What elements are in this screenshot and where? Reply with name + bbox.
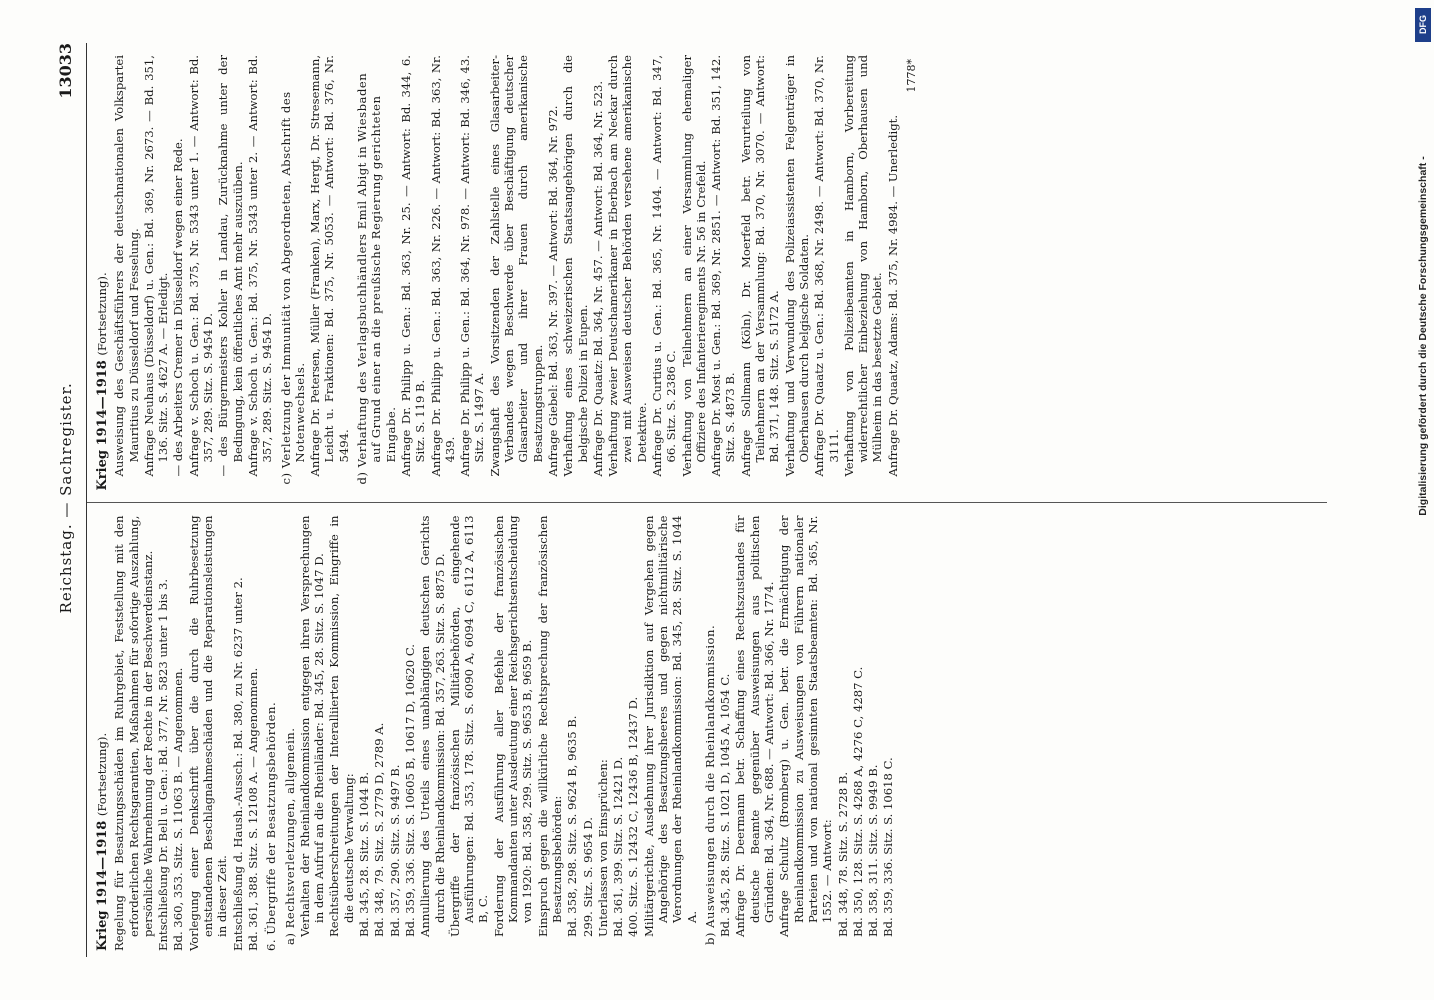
register-entry: Unterlassen von Einsprüchen: [595,759,610,937]
register-entry: Bd. 361, 399. Sitz. S. 12421 D. [611,756,626,937]
register-entry: Anfrage Neuhaus (Düsseldorf) u. Gen.: Bd. 369, Nr. 2673. — Bd. 351, 136. Sitz. S. 4627 A. — Erledigt. [141,55,171,477]
register-entry: Zwangshaft des Vorsitzenden der Zahlstelle eines Glasarbeiter-Verbandes wegen Beschwerde über Beschäftigung deutscher Glasarbeiter und ihrer Frauen durch amerikanische Besatzungstruppen. [487,55,545,477]
register-entry: Anfrage Dr. Philipp u. Gen.: Bd. 364, Nr. 978. — Antwort: Bd. 346, 43. Sitz. S. 1497 A. [458,55,487,477]
register-entry: Anfrage v. Schoch u. Gen.: Bd. 375, Nr. 5343 unter 1. — Antwort: Bd. 357, 289. Sitz. S. 9454 D. [186,55,216,477]
register-entry: Annullierung des Urteils eines unabhängigen deutschen Gerichts durch die Rheinlandkommission: Bd. 357, 263. Sitz. S. 8875 D. [418,515,447,937]
heading-a: a) Rechtsverletzungen, allgemein. [282,727,297,945]
register-entry: Verhaftung von Teilnehmern an einer Versammlung ehemaliger Offiziere des Infanterieregiments Nr. 56 in Crefeld. [679,55,708,477]
register-entry: Bd. 360, 353. Sitz. S. 11063 B. — Angenommen. [171,667,186,951]
register-entry: 299. Sitz. S. 9654 D. [580,817,595,937]
register-entry: Anfrage Sollmann (Köln), Dr. Moerfeld betr. Verurteilung von Teilnehmern an der Versammlung: Bd. 370, Nr. 3070. — Antwort: Bd. 371, 148. Sitz. S. 5172 A. [738,55,782,477]
register-entry: Verhaftung zweier Deutschamerikaner in Eberbach am Neckar durch zwei mit Ausweisen deutscher Behörden versehene amerikanische Detektive. [606,55,649,477]
running-title: Reichstag. — Sachregister. [57,382,75,614]
heading-6: 6. Übergriffe der Besatzungsbehörden. [264,701,279,951]
register-entry: Anfrage Dr. Philipp u. Gen.: Bd. 363, Nr. 226. — Antwort: Bd. 363, Nr. 439. [428,55,457,477]
section-heading [95,55,110,491]
register-entry: Militärgerichte, Ausdehnung ihrer Jurisdiktion auf Vergehen gegen Angehörige des Besatzungsheeres und gegen nichtmilitärische Verordnungen der Rheinlandkommission: Bd. 345, 28. Sitz. S. 1044 A. [641,515,699,937]
register-entry: Bd. 361, 388. Sitz. S. 12108 A. — Angenommen. [245,667,260,951]
rotated-page-content [50,25,1370,975]
register-entry: Verhaftung und Verwundung des Polizeiassistenten Felgenträger in Oberhausen durch belgische Soldaten. [782,55,811,477]
register-entry: Anfrage Dr. Petersen, Müller (Franken), Marx, Hergt, Dr. Stresemann, Leicht u. Fraktionen: Bd. 375, Nr. 5053. — Antwort: Bd. 376, Nr. 5494. [308,55,351,477]
register-entry: Ausweisung des Geschäftsführers der deutschnationalen Volkspartei Mauritius zu Düsseldorf und Fesselung. [112,55,141,477]
entries-a [298,516,699,952]
register-entry: Bd. 359, 336. Sitz. S. 10618 C. [881,757,896,937]
section-title: Krieg 1914—1918 [95,820,110,951]
register-entry: Forderung der Ausführung aller Befehle der französischen Kommandanten unter Ausdeutung einer Reichsgerichtsentscheidung von 1920: Bd. 358, 299. Sitz. S. 9653 B, 9659 B. [491,515,535,937]
left-entries [112,516,260,952]
register-entry: Anfrage Dr. Philipp u. Gen.: Bd. 363, Nr. 25. — Antwort: Bd. 344, 6. Sitz. S. 119 B. [398,55,428,477]
register-entry: Anfrage Dr. Curtius u. Gen.: Bd. 365, Nr. 1404. — Antwort: Bd. 347, 66. Sitz. S. 2386 C. [649,55,679,477]
register-entry: Entschließung d. Haush.-Aussch.: Bd. 380, zu Nr. 6237 unter 2. [230,577,245,951]
register-entry: Anfrage Dr. Quaatz, Adams: Bd. 375, Nr. 4984. — Unerledigt. [885,114,900,477]
register-entry: Vorlegung einer Denkschrift über die durch die Ruhrbesetzung entstandenen Beschlagnahmeschäden und die Reparationsleistungen in dieser Zeit. [186,515,230,951]
register-entry: Anfrage Dr. Deermann betr. Schaffung eines Rechtszustandes für deutsche Beamte gegenüber Ausweisungen aus politischen Gründen: Bd. 364, Nr. 688. — Antwort: Bd. 366, Nr. 1774. [733,515,777,937]
signature-mark: 1778* [905,59,919,93]
entries-b [718,516,896,952]
register-entry: Bd. 348, 78. Sitz. S. 2728 B. [835,771,850,937]
left-column [87,504,1327,958]
digitization-credit-text: Digitalisierung gefördert durch die Deutsche Forschungsgemeinschaft - [1417,156,1429,516]
two-column-body [87,43,1327,957]
right-entries [112,55,274,491]
register-entry: Bd. 358, 311. Sitz. S. 9949 B. [866,764,881,937]
register-entry: Bd. 348, 79. Sitz. S. 2779 D, 2789 A. [372,722,387,937]
register-entry: Anfrage Giebel: Bd. 363, Nr. 397. — Antwort: Bd. 364, Nr. 972. [545,105,560,477]
register-entry: Verhaftung eines schweizerischen Staatsangehörigen durch die belgische Polizei in Eupen. [561,55,590,477]
register-entry: Verhalten der Rheinlandkommission entgegen ihren Versprechungen in dem Aufruf an die Rheinländer: Bd. 345, 28. Sitz. S. 1047 D. [297,515,327,937]
section-heading [95,516,110,952]
register-entry: Bd. 357, 290. Sitz. S. 9497 B. [387,764,402,937]
register-entry: — des Arbeiters Cremer in Düsseldorf wegen einer Rede. [171,138,186,477]
register-entry: Bd. 345, 28. Sitz. S. 1021 D, 1045 A, 1054 C. [718,673,733,937]
page-number: 13033 [56,43,75,99]
heading-c: c) Verletzung der Immunität von Abgeordneten, Abschrift des Notenwechsels. [278,91,307,485]
register-entry: Anfrage Dr. Quaatz: Bd. 364, Nr. 457. — Antwort: Bd. 364, Nr. 523. [590,80,605,477]
register-entry: Anfrage Schultz (Bromberg) u. Gen. betr. die Ermächtigung der Rheinlandkommission zu Ausweisungen von Führern nationaler Parteien und von national gesinnten Staatsbeamten: Bd. 365, Nr. 1552. — Antwort: [777,515,835,937]
entries-c [308,55,351,491]
register-entry: Rechtsüberschreitungen der Interalliierten Kommission, Eingriffe in die deutsche Verwaltung: [327,515,356,937]
continuation-note: (Fortsetzung). [95,732,109,817]
register-entry: Anfrage Dr. Most u. Gen.: Bd. 369, Nr. 2851. — Antwort: Bd. 351, 142. Sitz. S. 4873 B. [709,55,738,477]
register-entry: Anfrage Dr. Quaatz u. Gen.: Bd. 368, Nr. 2498. — Antwort: Bd. 370, Nr. 3111. [812,55,841,477]
entries-d [399,55,900,491]
register-entry: Einspruch gegen die willkürliche Rechtsprechung der französischen Besatzungsbehörden: [535,515,564,937]
right-column [87,43,1327,504]
dfg-logo: DFG [1415,8,1431,42]
heading-d: d) Verhaftung des Verlagsbuchhändlers Emil Abigt in Wiesbaden auf Grund einer an die preußische Regierung gerichteten Eingabe. [355,72,398,485]
register-entry: Anfrage v. Schoch u. Gen.: Bd. 375, Nr. 5343 unter 2. — Antwort: Bd. 357, 289. Sitz. S. 9454 D. [245,55,275,477]
register-entry: Entschließung Dr. Bell u. Gen.: Bd. 377, Nr. 5823 unter 1 bis 3. [156,578,171,951]
register-entry: Übergriffe der französischen Militärbehörden, eingehende Ausführungen: Bd. 353, 178. Sitz. S. 6090 A, 6094 C, 6112 A, 6113 B, C. [447,515,491,937]
register-entry: — des Bürgermeisters Kohler in Landau, Zurücknahme unter der Bedingung, kein öffentliches Amt mehr auszuüben. [216,55,245,477]
section-title: Krieg 1914—1918 [95,360,110,491]
register-entry: Verhaftung von Polizeibeamten in Hamborn, Vorbereitung widerrechtlicher Einbeziehung von Hamborn, Oberhausen und Mülheim in das besetzte Gebiet. [841,55,885,477]
register-entry: Bd. 350, 128. Sitz. S. 4268 A, 4276 C, 4287 C. [850,666,865,937]
digitization-credit-strip [1412,0,1434,1000]
register-entry: Bd. 345, 28. Sitz. S. 1044 B. [357,771,372,937]
register-entry: Regelung für Besatzungsschäden im Ruhrgebiet, Feststellung mit den erforderlichen Rechtsgarantien, Maßnahmen für sofortige Auszahlung, persönliche Wahrnehmung der Rechte in der Beschwerdeinstanz. [112,515,155,951]
continuation-note: (Fortsetzung). [95,272,109,356]
register-entry: 400. Sitz. S. 12432 C, 12436 B, 12437 D. [626,696,641,937]
register-entry: Bd. 358, 298. Sitz. S. 9624 B, 9635 B. [565,715,580,937]
heading-b: b) Ausweisungen durch die Rheinlandkommission. [702,624,717,945]
running-header [56,43,87,957]
register-entry: Bd. 359, 336. Sitz. S. 10605 B, 10617 D, 10620 C. [402,644,417,937]
